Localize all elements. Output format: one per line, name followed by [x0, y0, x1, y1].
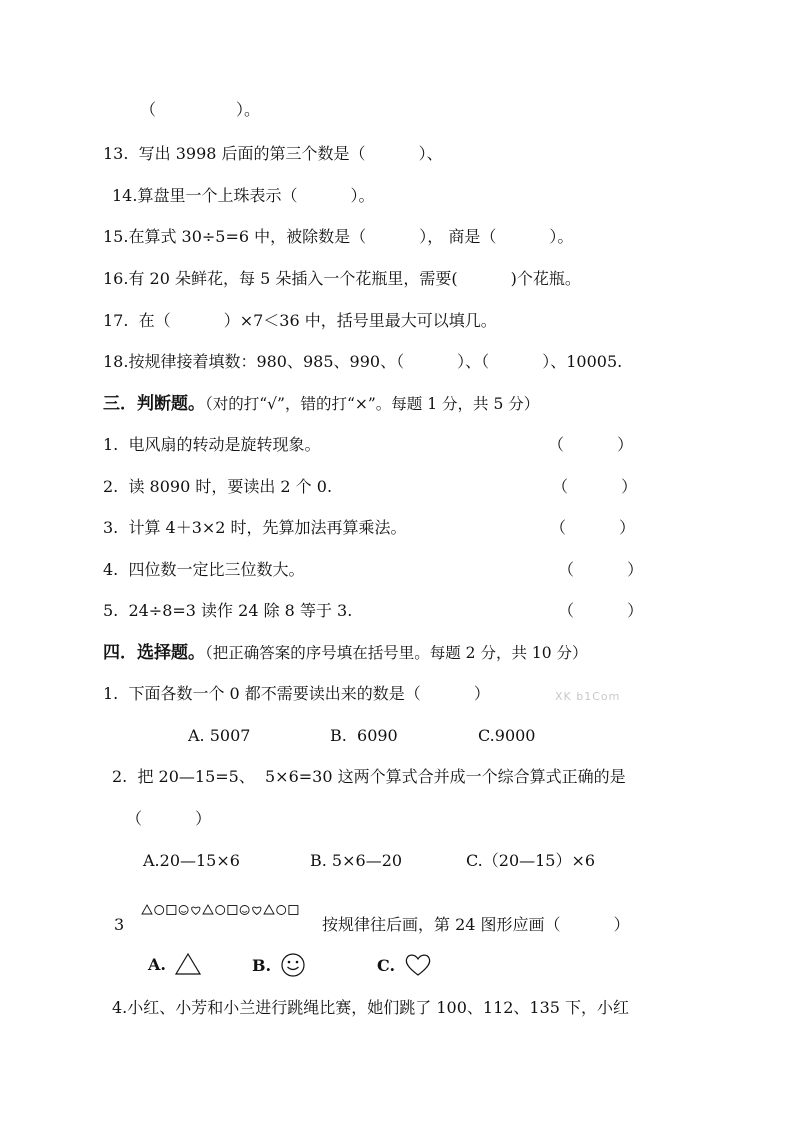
choice-question-4: 4.小红、小芳和小兰进行跳绳比赛，她们跳了 100、112、135 下，小红 [112, 998, 630, 1017]
section4-title: 四．选择题。 [103, 643, 205, 663]
pattern-square-icon [228, 906, 237, 915]
judge-item-5: 5. 24÷8=3 读作 24 除 8 等于 3. [103, 601, 353, 620]
judge-blank-3: （ ） [550, 518, 636, 537]
smiley-icon [279, 952, 307, 978]
judge-item-4: 4. 四位数一定比三位数大。 [103, 560, 305, 579]
pattern-triangle-icon [203, 905, 213, 914]
pattern-square-icon [289, 906, 298, 915]
section3-note: （对的打“√”，错的打“×”。每题 1 分，共 5 分） [205, 395, 540, 413]
pattern-circle-icon [277, 906, 286, 915]
q3-option-b [252, 952, 307, 978]
pattern-smiley-icon [240, 906, 249, 915]
pattern-triangle-icon [142, 905, 152, 914]
pattern-heart-icon [253, 907, 261, 914]
judge-item-2: 2. 读 8090 时，要读出 2 个 0. [103, 477, 333, 496]
section4-note: （把正确答案的序号填在括号里。每题 2 分，共 10 分） [205, 644, 588, 662]
fill-question-14: 14.算盘里一个上珠表示（ ）。 [112, 186, 375, 205]
fill-question-18: 18.按规律接着填数：980、985、990、（ ）、（ ）、10005. [103, 352, 623, 371]
q12-blank: （ ）。 [140, 100, 261, 119]
q2-option-a: A.20—15×6 [143, 851, 240, 870]
q1-option-c: C.9000 [478, 726, 536, 745]
judge-blank-1: （ ） [548, 435, 634, 454]
choice-question-1: 1. 下面各数一个 0 都不需要读出来的数是（ ） [103, 684, 490, 703]
q2-option-b: B. 5×6—20 [310, 851, 403, 870]
q3-option-c-label: C. [377, 955, 396, 975]
fill-question-13: 13. 写出 3998 后面的第三个数是（ ）、 [103, 144, 443, 163]
section3-heading [103, 393, 539, 415]
q3-option-a [148, 952, 202, 976]
q1-option-b: B. 6090 [330, 726, 398, 745]
pattern-square-icon [167, 906, 176, 915]
fill-question-16: 16.有 20 朵鲜花，每 5 朵插入一个花瓶里，需要( )个花瓶。 [103, 269, 581, 288]
heart-icon [403, 952, 433, 978]
watermark-text: XK b1Com [555, 690, 621, 703]
choice-question-2: 2. 把 20—15=5、 5×6=30 这两个算式合并成一个综合算式正确的是 [112, 767, 626, 786]
fill-question-17: 17. 在（ ）×7＜36 中，括号里最大可以填几。 [103, 311, 497, 330]
q3-number: 3 [114, 915, 125, 934]
judge-blank-5: （ ） [558, 601, 644, 620]
q3-option-c [377, 952, 433, 978]
judge-item-3: 3. 计算 4＋3×2 时，先算加法再算乘法。 [103, 518, 407, 537]
fill-question-15: 15.在算式 30÷5=6 中，被除数是（ ）， 商是（ ）。 [103, 227, 574, 246]
section3-title: 三．判断题。 [103, 394, 205, 414]
pattern-circle-icon [155, 906, 164, 915]
q1-option-a: A. 5007 [188, 726, 251, 745]
pattern-triangle-icon [264, 905, 274, 914]
pattern-circle-icon [216, 906, 225, 915]
choice-question-3: 按规律往后画，第 24 图形应画（ ） [322, 915, 630, 934]
pattern-smiley-icon [179, 906, 188, 915]
q2-blank: （ ） [126, 809, 212, 828]
shape-pattern-row [141, 902, 301, 918]
triangle-icon [174, 952, 202, 976]
judge-blank-4: （ ） [558, 560, 644, 579]
pattern-heart-icon [192, 907, 200, 914]
judge-blank-2: （ ） [552, 477, 638, 496]
judge-item-1: 1. 电风扇的转动是旋转现象。 [103, 435, 321, 454]
q2-option-c: C.（20—15）×6 [466, 851, 596, 870]
q3-option-b-label: B. [252, 955, 272, 975]
q3-option-a-label: A. [148, 954, 166, 974]
section4-heading [103, 642, 588, 664]
